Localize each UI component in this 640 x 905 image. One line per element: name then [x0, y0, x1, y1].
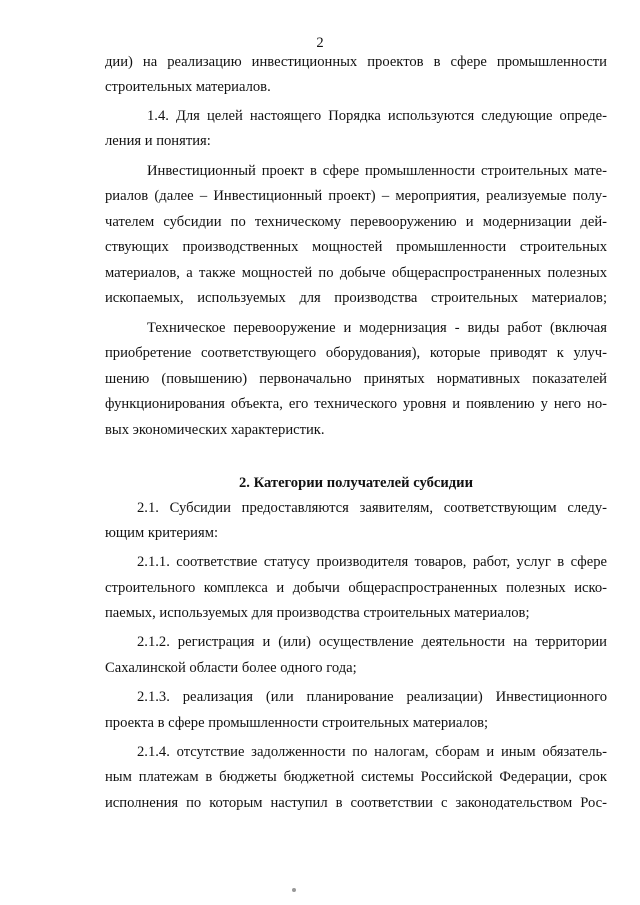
- text-line: 1.4. Для целей настоящего Порядка используются следующие опреде-: [147, 108, 607, 124]
- text-line: 2.1.3. реализация (или планирование реализации) Инвестиционного: [137, 689, 607, 705]
- text-line: ющим критериям:: [105, 525, 218, 541]
- text-line: ствующих производственных мощностей промышленности строительных: [105, 239, 607, 255]
- text-line: строительного комплекса и добычи общераспространенных полезных иско-: [105, 580, 607, 596]
- text-line: 2.1.4. отсутствие задолженности по налогам, сборам и иным обязатель-: [137, 744, 607, 760]
- text-line: чателем субсидии по техническому перевооружению и модернизации дей-: [105, 214, 607, 230]
- text-line: шению (повышению) первоначально принятых нормативных показателей: [105, 371, 607, 387]
- text-line: 2.1. Субсидии предоставляются заявителям, соответствующим следу-: [137, 500, 607, 516]
- text-line: Инвестиционный проект в сфере промышленности строительных мате-: [147, 163, 607, 179]
- text-line: 2.1.2. регистрация и (или) осуществление деятельности на территории: [137, 634, 607, 650]
- text-line: строительных материалов.: [105, 79, 271, 95]
- text-line: проекта в сфере промышленности строительных материалов;: [105, 715, 489, 731]
- text-line: ным платежам в бюджеты бюджетной системы Российской Федерации, срок: [105, 769, 607, 785]
- text-line: Сахалинской области более одного года;: [105, 660, 357, 676]
- page-number: 2: [316, 35, 324, 51]
- scan-dot: [292, 888, 296, 892]
- text-line: ления и понятия:: [105, 133, 211, 149]
- text-line: паемых, используемых для производства строительных материалов;: [105, 605, 530, 621]
- text-line: функционирования объекта, его технического уровня и появлению у него но-: [105, 396, 607, 412]
- text-line: исполнения по которым наступил в соответствии с законодательством Рос-: [105, 795, 607, 811]
- text-line: материалов, а также мощностей по добыче общераспространенных полезных: [105, 265, 607, 281]
- text-line: дии) на реализацию инвестиционных проектов в сфере промышленности: [105, 54, 607, 70]
- text-line: 2.1.1. соответствие статусу производителя товаров, работ, услуг в сфере: [137, 554, 607, 570]
- section-heading: 2. Категории получателей субсидии: [239, 475, 473, 491]
- text-line: Техническое перевооружение и модернизация - виды работ (включая: [147, 320, 607, 336]
- text-line: вых экономических характеристик.: [105, 422, 325, 438]
- text-line: ископаемых, используемых для производства строительных материалов;: [105, 290, 607, 306]
- text-line: приобретение соответствующего оборудования), которые приводят к улуч-: [105, 345, 607, 361]
- text-line: риалов (далее – Инвестиционный проект) – мероприятия, реализуемые полу-: [105, 188, 607, 204]
